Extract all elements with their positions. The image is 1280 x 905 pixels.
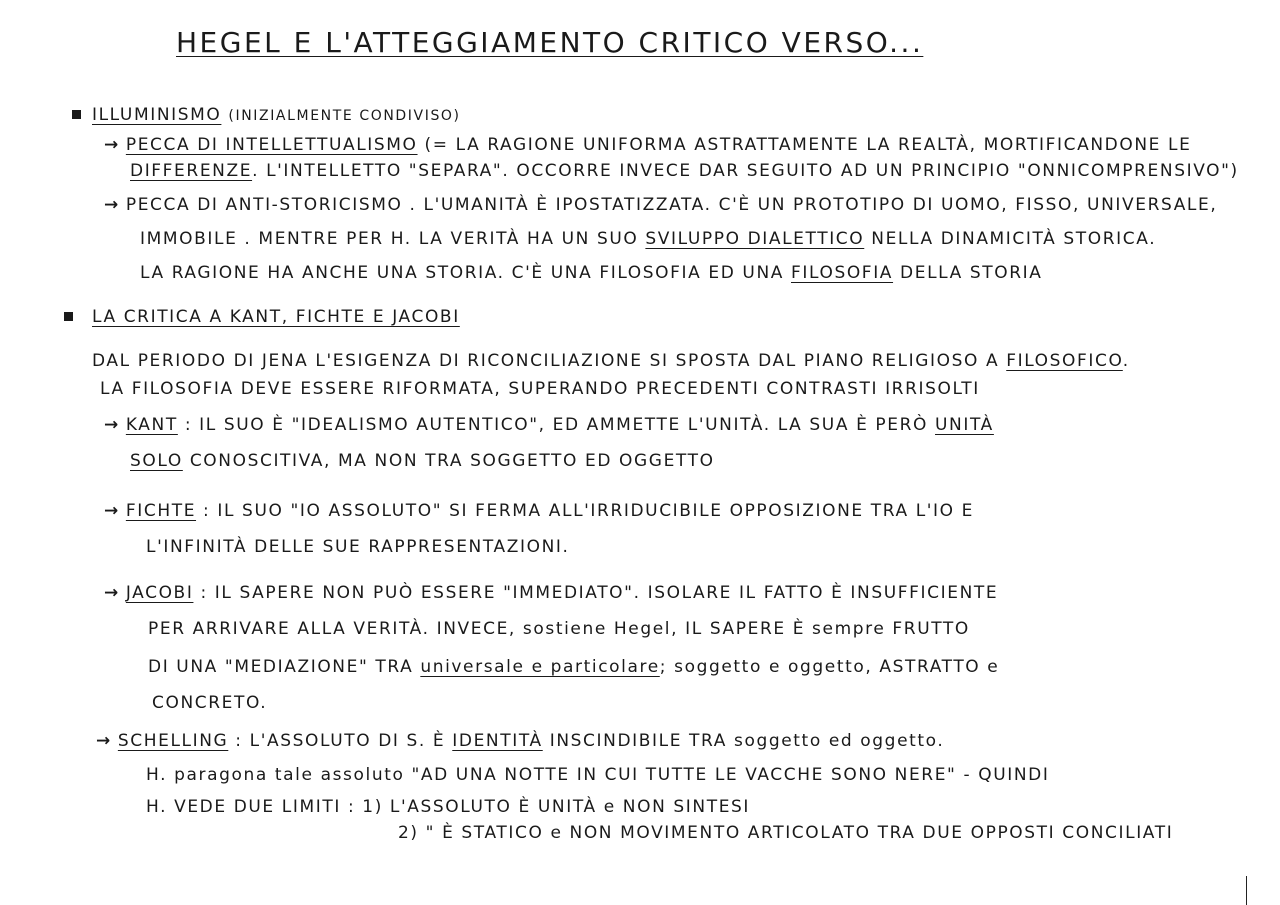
underlined-term: UNITÀ — [935, 415, 994, 435]
section-bullet — [72, 110, 81, 119]
arrow-right-icon: → — [104, 415, 120, 435]
underlined-term: FILOSOFIA — [791, 263, 894, 283]
line-text: IMMOBILE . MENTRE PER H. LA VERITÀ HA UN SUO — [140, 229, 646, 249]
underlined-term: FICHTE — [125, 501, 197, 521]
note-line — [398, 822, 1173, 844]
note-line — [148, 656, 999, 678]
underlined-term: FILOSOFICO — [1006, 351, 1123, 371]
line-text: INSCINDIBILE TRA soggetto ed oggetto. — [542, 731, 945, 751]
note-line — [104, 194, 1217, 216]
line-text: NELLA DINAMICITÀ STORICA. — [864, 229, 1157, 249]
line-text: CONOSCITIVA, MA NON TRA SOGGETTO ED OGGETTO — [182, 451, 715, 471]
section-heading-illuminismo — [92, 104, 461, 127]
line-text: LA FILOSOFIA DEVE ESSERE RIFORMATA, SUPERANDO PRECEDENTI CONTRASTI IRRISOLTI — [100, 379, 980, 399]
underlined-term: KANT — [125, 415, 178, 435]
line-text: PER ARRIVARE ALLA VERITÀ. INVECE, sostiene Hegel, IL SAPERE È sempre FRUTTO — [148, 619, 970, 639]
heading-note: (INIZIALMENTE CONDIVISO) — [228, 108, 461, 124]
note-line — [104, 134, 1191, 156]
arrow-right-icon: → — [104, 135, 120, 155]
heading-text: ILLUMINISMO — [92, 105, 222, 125]
underlined-term: SCHELLING — [117, 731, 229, 751]
arrow-right-icon: → — [104, 195, 120, 215]
line-text: DI UNA "MEDIAZIONE" TRA — [148, 657, 421, 677]
arrow-right-icon: → — [104, 501, 120, 521]
underlined-term: JACOBI — [125, 583, 194, 603]
arrow-right-icon: → — [96, 731, 112, 751]
note-line — [104, 582, 998, 604]
underlined-term: SVILUPPO DIALETTICO — [645, 229, 865, 249]
underlined-term: PECCA DI INTELLETTUALISMO — [125, 135, 418, 155]
line-text: : IL SUO È "IDEALISMO AUTENTICO", ED AMMETTE L'UNITÀ. LA SUA È PERÒ — [177, 415, 936, 435]
line-text: PECCA DI ANTI-STORICISMO . L'UMANITÀ È IPOSTATIZZATA. C'È UN PROTOTIPO DI UOMO, FISSO, UNIVERSALE, — [125, 195, 1218, 215]
line-text: H. paragona tale assoluto "AD UNA NOTTE IN CUI TUTTE LE VACCHE SONO NERE" - QUINDI — [146, 765, 1050, 785]
line-text: : IL SUO "IO ASSOLUTO" SI FERMA ALL'IRRIDUCIBILE OPPOSIZIONE TRA L'IO E — [196, 501, 974, 521]
line-text: DELLA STORIA — [893, 263, 1043, 283]
line-text: : IL SAPERE NON PUÒ ESSERE "IMMEDIATO". ISOLARE IL FATTO È INSUFFICIENTE — [193, 583, 999, 603]
heading-text: LA CRITICA A KANT, FICHTE E JACOBI — [92, 307, 460, 327]
underlined-term: universale e particolare — [420, 657, 660, 677]
note-line — [148, 618, 970, 640]
note-line — [140, 228, 1156, 250]
note-line — [146, 536, 570, 558]
line-text: LA RAGIONE HA ANCHE UNA STORIA. C'È UNA FILOSOFIA ED UNA — [140, 263, 791, 283]
underlined-term: IDENTITÀ — [452, 731, 543, 751]
section-bullet — [64, 312, 73, 321]
page-edge-mark — [1246, 876, 1247, 905]
note-line — [96, 730, 944, 752]
underlined-term: DIFFERENZE — [130, 161, 253, 181]
note-line — [152, 692, 267, 714]
line-text: 2) " È STATICO e NON MOVIMENTO ARTICOLATO TRA DUE OPPOSTI CONCILIATI — [398, 823, 1174, 843]
section-heading-critica — [92, 306, 460, 328]
note-line — [104, 414, 994, 436]
line-text: ; soggetto e oggetto, ASTRATTO e — [659, 657, 1000, 677]
note-line — [104, 500, 974, 522]
note-line — [130, 450, 715, 472]
line-text: : L'ASSOLUTO DI S. È — [228, 731, 453, 751]
note-line — [146, 796, 750, 818]
note-line — [146, 764, 1049, 786]
line-text: L'INFINITÀ DELLE SUE RAPPRESENTAZIONI. — [146, 537, 570, 557]
line-text: H. VEDE DUE LIMITI : 1) L'ASSOLUTO È UNITÀ e NON SINTESI — [146, 797, 751, 817]
note-line — [130, 160, 1239, 182]
line-text: CONCRETO. — [152, 693, 268, 713]
line-text: DAL PERIODO DI JENA L'ESIGENZA DI RICONCILIAZIONE SI SPOSTA DAL PIANO RELIGIOSO A — [92, 351, 1007, 371]
note-line — [140, 262, 1042, 284]
page-title: HEGEL E L'ATTEGGIAMENTO CRITICO VERSO... — [176, 26, 924, 59]
underlined-term: SOLO — [130, 451, 183, 471]
line-text: . — [1122, 351, 1130, 371]
line-text: . L'INTELLETTO "SEPARA". OCCORRE INVECE DAR SEGUITO AD UN PRINCIPIO "ONNICOMPRENSIVO") — [252, 161, 1239, 181]
line-text: (= LA RAGIONE UNIFORMA ASTRATTAMENTE LA REALTÀ, MORTIFICANDONE LE — [417, 135, 1192, 155]
note-line — [92, 350, 1130, 372]
note-line — [100, 378, 980, 400]
arrow-right-icon: → — [104, 583, 120, 603]
